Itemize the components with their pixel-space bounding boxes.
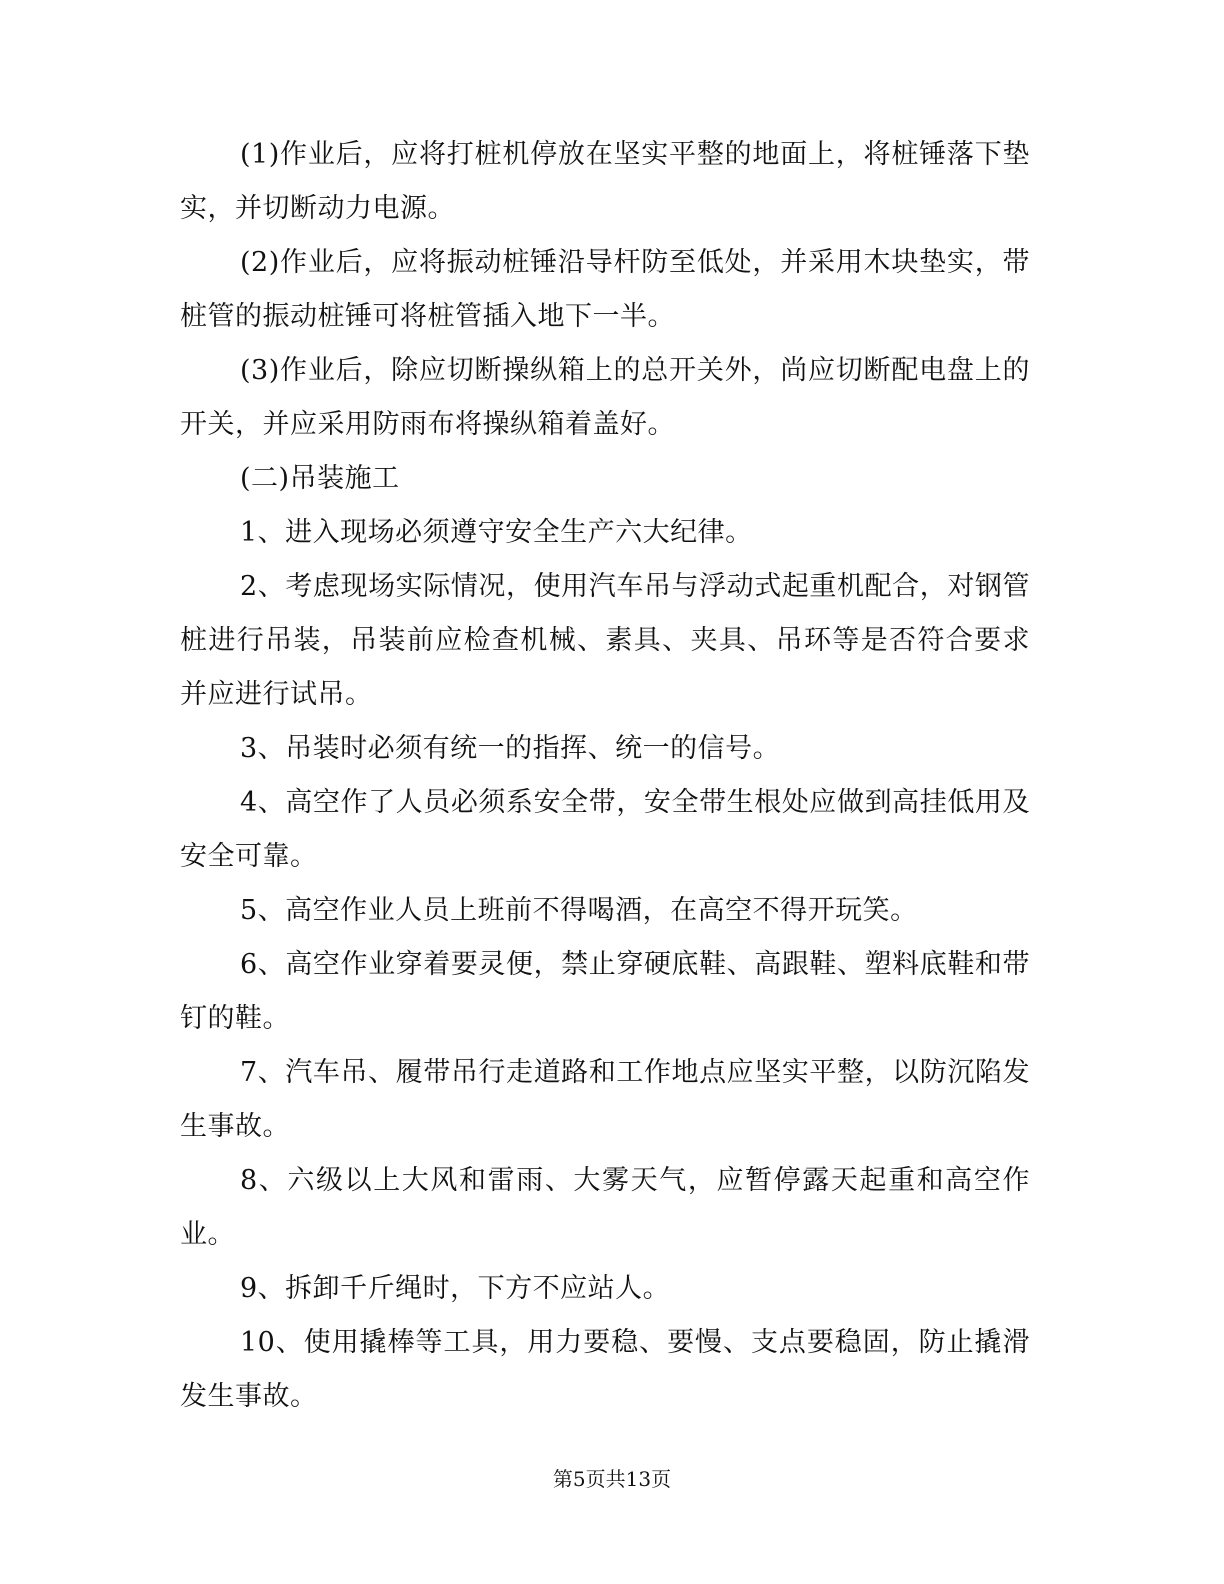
list-item-9: 9、拆卸千斤绳时，下方不应站人。 [240, 1273, 671, 1304]
list-item-6: 6、高空作业穿着要灵便，禁止穿硬底鞋、高跟鞋、塑料底鞋和带钉的鞋。 [180, 949, 1030, 1034]
paragraph-1: (1)作业后，应将打桩机停放在坚实平整的地面上，将桩锤落下垫实，并切断动力电源。 [180, 139, 1030, 224]
list-item-5: 5、高空作业人员上班前不得喝酒，在高空不得开玩笑。 [240, 895, 918, 926]
list-item-10: 10、使用撬棒等工具，用力要稳、要慢、支点要稳固，防止撬滑发生事故。 [180, 1327, 1030, 1412]
list-item-7: 7、汽车吊、履带吊行走道路和工作地点应坚实平整，以防沉陷发生事故。 [180, 1057, 1030, 1142]
list-item-4: 4、高空作了人员必须系安全带，安全带生根处应做到高挂低用及安全可靠。 [180, 787, 1030, 872]
paragraph-2: (2)作业后，应将振动桩锤沿导杆防至低处，并采用木块垫实，带桩管的振动桩锤可将桩管插入地下一半。 [180, 247, 1030, 332]
paragraph-3: (3)作业后，除应切断操纵箱上的总开关外，尚应切断配电盘上的开关，并应采用防雨布将操纵箱着盖好。 [180, 355, 1030, 440]
page-number-footer: 第5页共13页 [552, 1467, 672, 1491]
list-item-1: 1、进入现场必须遵守安全生产六大纪律。 [240, 517, 753, 548]
list-item-3: 3、吊装时必须有统一的指挥、统一的信号。 [240, 733, 781, 764]
list-item-2: 2、考虑现场实际情况，使用汽车吊与浮动式起重机配合，对钢管桩进行吊装，吊装前应检查机械、素具、夹具、吊环等是否符合要求并应进行试吊。 [180, 571, 1030, 710]
section-heading: (二)吊装施工 [240, 463, 400, 494]
list-item-8: 8、六级以上大风和雷雨、大雾天气，应暂停露天起重和高空作业。 [180, 1165, 1030, 1250]
document-body [180, 128, 1030, 1424]
